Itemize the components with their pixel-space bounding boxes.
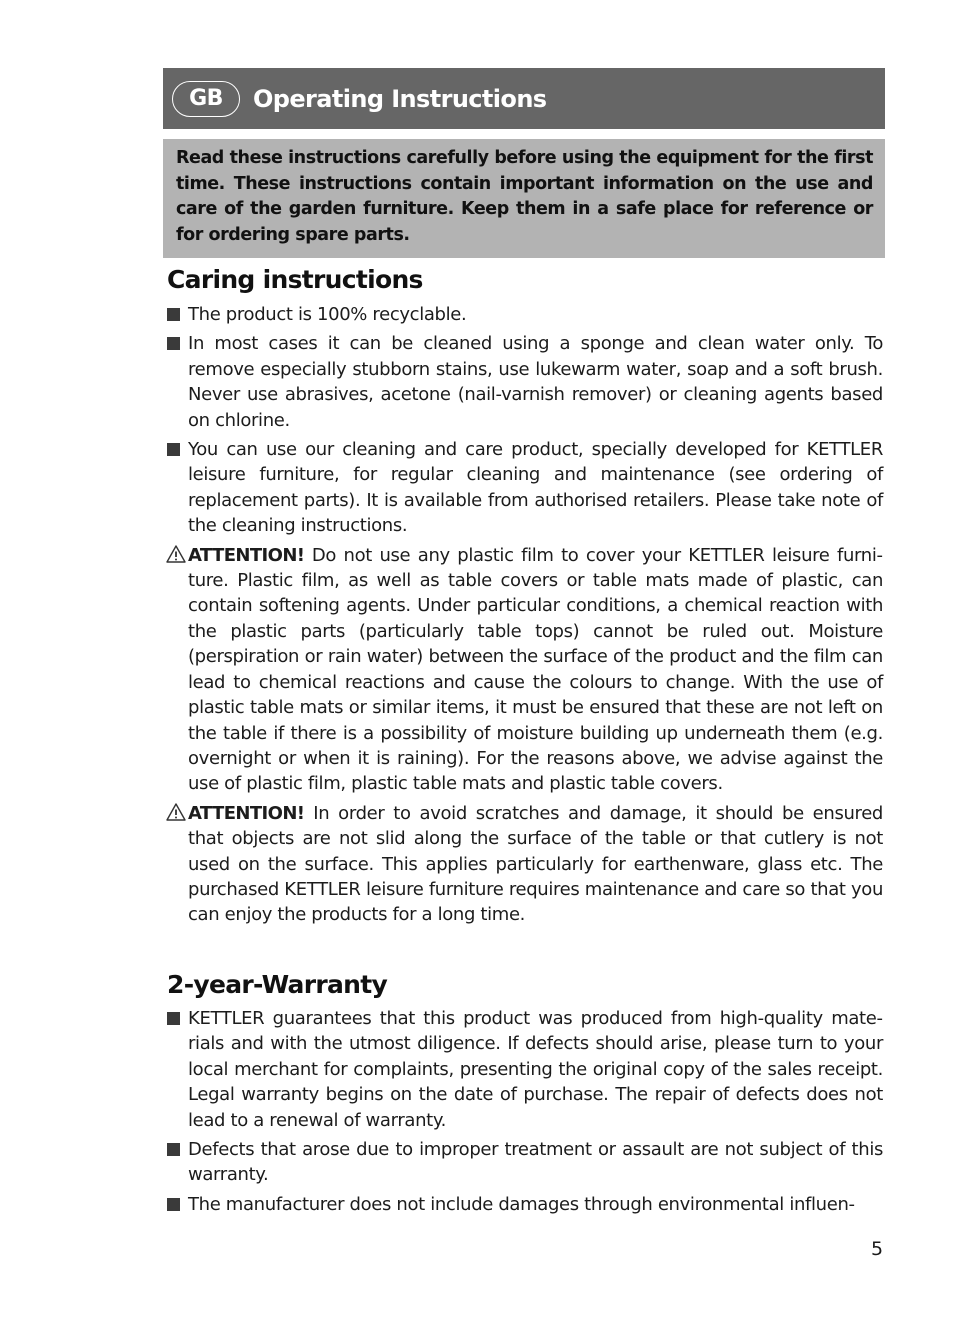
warranty-heading: 2-year-Warranty [167, 970, 388, 999]
warning-item [166, 543, 883, 797]
square-bullet-icon [167, 1198, 180, 1211]
warning-triangle-icon [166, 544, 186, 564]
warning-text: In order to avoid scratches and damage, it should be ensured that objects are not slid along the surface of the table or that cutlery is not used on the surface. This applies particularly for earthenware, glass etc. The purchased KETTLER leisure furniture requires maintenance and care so that you can enjoy the products for a long time. [188, 802, 883, 926]
list-item [166, 1192, 883, 1217]
list-item-text: Defects that arose due to improper treatment or assault are not subject of this warranty. [188, 1139, 883, 1186]
header-bar [163, 68, 885, 129]
language-badge: GB [172, 81, 240, 117]
page-title: Operating Instructions [253, 84, 547, 113]
square-bullet-icon [167, 1143, 180, 1156]
warning-item [166, 801, 883, 928]
square-bullet-icon [167, 337, 180, 350]
attention-label: ATTENTION! [188, 544, 305, 566]
list-item [166, 302, 883, 327]
warning-text: Do not use any plastic film to cover your KETTLER leisure furniture. Plastic film, as well as table covers or table mats made of plastic, can contain softening agents. Under particular conditions, a chemical reaction with the plastic parts (particularly table tops) cannot be ruled out. Moisture (perspiration or rain water) between the surface of the product and the film can lead to chemical reactions and cause the colours to change. With the use of plastic table mats or similar items, it must be ensured that these are not left on the table if there is a possibility of moisture building up underneath them (e.g. overnight or when it is raining). For the reasons above, we advise against the use of plastic film, plastic table mats and plastic table covers. [188, 544, 883, 795]
list-item [166, 437, 883, 539]
attention-label: ATTENTION! [188, 802, 305, 824]
intro-box [163, 139, 885, 258]
square-bullet-icon [167, 1012, 180, 1025]
list-item-text: The product is 100% recyclable. [188, 304, 467, 325]
list-item [166, 1137, 883, 1188]
list-item-text: The manufacturer does not include damages through environmental influen- [188, 1193, 855, 1215]
list-item-text: You can use our cleaning and care product, specially developed for KETTLER leisure furniture, for regular cleaning and maintenance (see ordering of replacement parts). It is available from authorised retailers. Please take note of the cleaning instructions. [188, 439, 883, 537]
list-item-text: KETTLER guarantees that this product was produced from high-quality materials and with the utmost diligence. If defects should arise, please turn to your local merchant for complaints, presenting the original copy of the sales receipt. Legal warranty begins on the date of purchase. The repair of defects does not lead to a renewal of warranty. [188, 1008, 883, 1131]
warranty-list [166, 1006, 883, 1221]
warning-triangle-icon [166, 802, 186, 822]
caring-list [166, 302, 883, 932]
square-bullet-icon [167, 443, 180, 456]
square-bullet-icon [167, 308, 180, 321]
list-item-text: In most cases it can be cleaned using a sponge and clean water only. To remove especially stubborn stains, use lukewarm water, soap and a soft brush. Never use abrasives, acetone (nail-varnish remover) or cleaning agents based on chlorine. [188, 333, 883, 431]
caring-heading: Caring instructions [167, 265, 423, 294]
list-item [166, 331, 883, 433]
page-number: 5 [871, 1238, 884, 1260]
list-item [166, 1006, 883, 1133]
intro-text: Read these instructions carefully before using the equipment for the first time. These instructions contain important information on the use and care of the garden furniture. Keep them in a safe place for reference or for ordering spare parts. [176, 148, 873, 246]
